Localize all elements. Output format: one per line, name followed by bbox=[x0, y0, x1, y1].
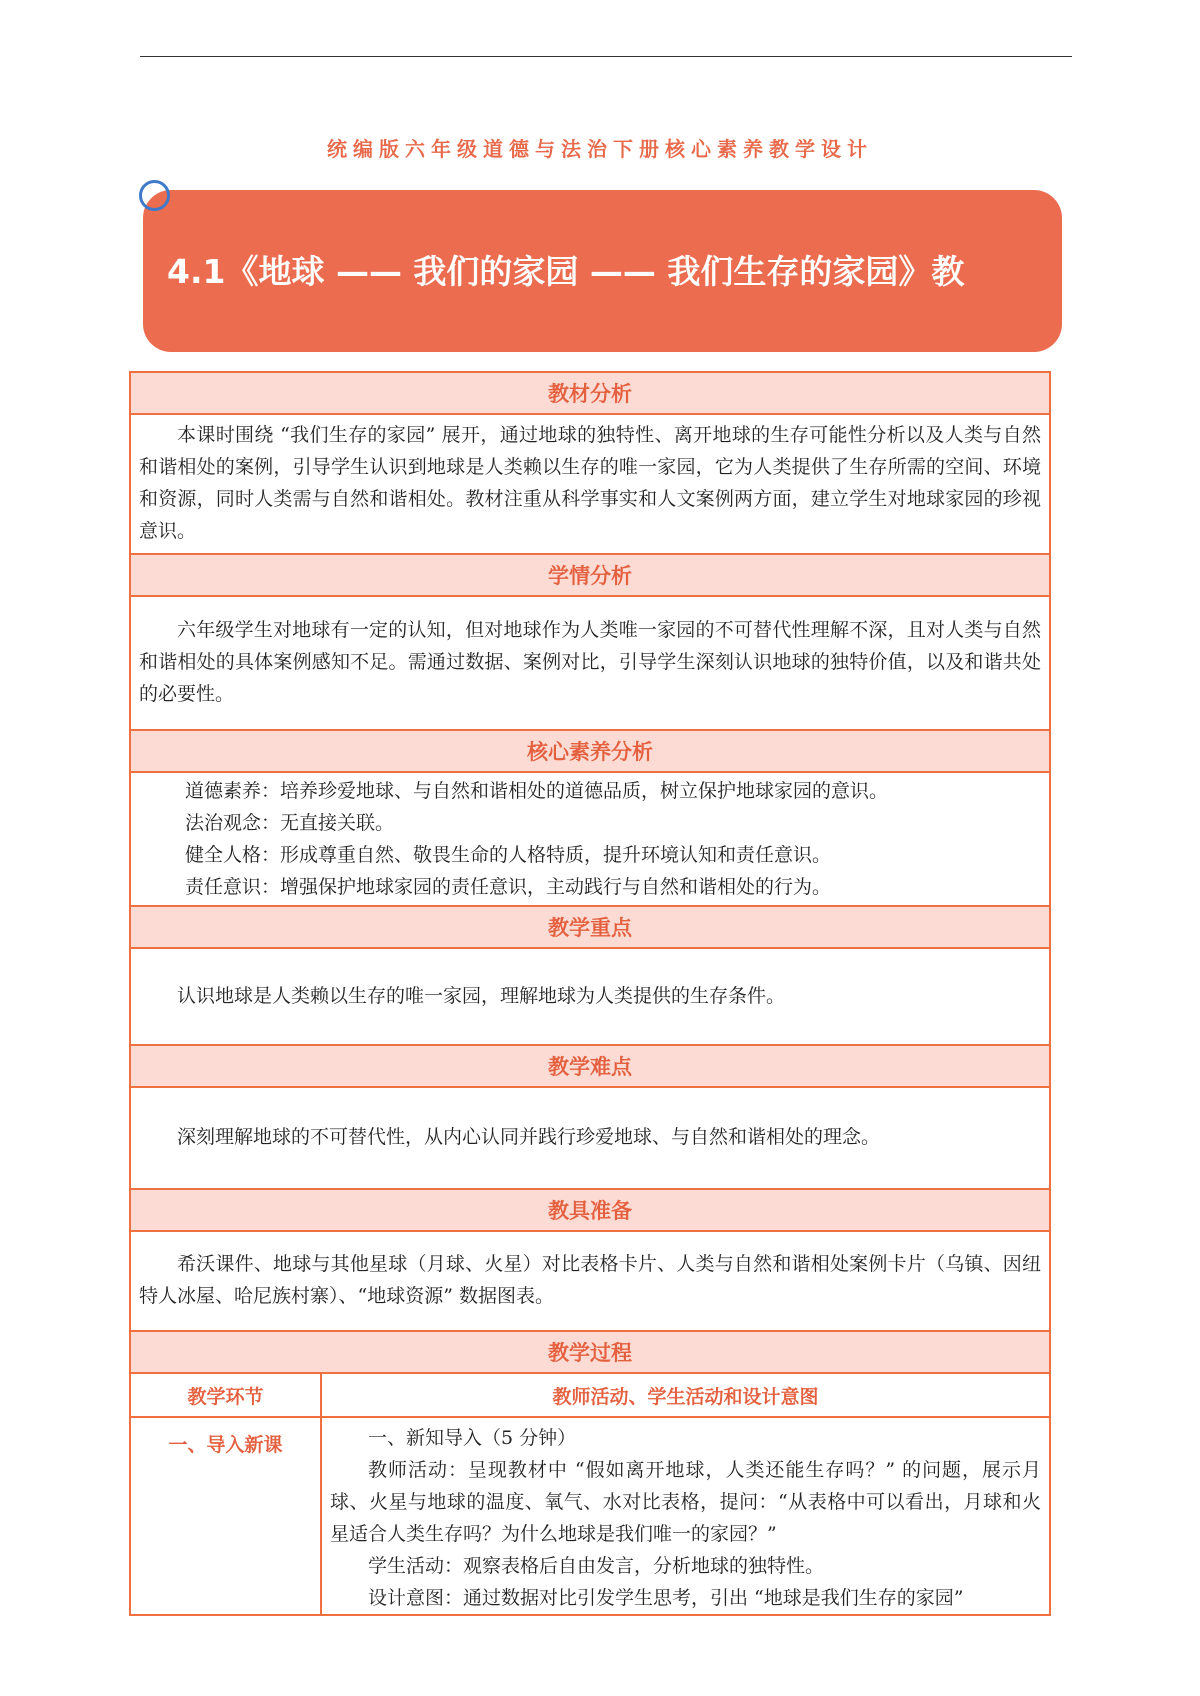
process-line: 教师活动：呈现教材中 “假如离开地球，人类还能生存吗？” 的问题，展示月球、火星与地球的温度、氧气、水对比表格，提问：“从表格中可以看出，月球和火星适合人类生存吗？为什么地球是我们唯一的家园？” bbox=[330, 1459, 1041, 1545]
process-stage-name: 一、导入新课 bbox=[130, 1417, 321, 1615]
lesson-plan-table bbox=[129, 371, 1051, 1616]
process-stage-content bbox=[321, 1417, 1050, 1615]
process-line: 学生活动：观察表格后自由发言，分析地球的独特性。 bbox=[368, 1555, 825, 1577]
table-row bbox=[130, 1417, 1050, 1615]
header-rule bbox=[140, 56, 1072, 57]
material-text: 本课时围绕 “我们生存的家园” 展开，通过地球的独特性、离开地球的生存可能性分析以及人类与自然和谐相处的案例，引导学生认识到地球是人类赖以生存的唯一家园，它为人类提供了生存所需的空间、环境和资源，同时人类需与自然和谐相处。教材注重从科学事实和人文案例两方面，建立学生对地球家园的珍视意识。 bbox=[139, 424, 1041, 542]
section-body-key-point bbox=[130, 948, 1050, 1045]
section-header-process: 教学过程 bbox=[130, 1331, 1050, 1373]
section-body-tools bbox=[130, 1231, 1050, 1331]
ring-decoration-icon bbox=[139, 180, 170, 211]
lesson-title: 4.1《地球 —— 我们的家园 —— 我们生存的家园》教 bbox=[167, 252, 965, 291]
literacy-item: 健全人格：形成尊重自然、敬畏生命的人格特质，提升环境认知和责任意识。 bbox=[185, 844, 832, 866]
process-line: 一、新知导入（5 分钟） bbox=[368, 1427, 577, 1449]
literacy-item: 责任意识：增强保护地球家园的责任意识，主动践行与自然和谐相处的行为。 bbox=[185, 876, 832, 898]
section-header-literacy: 核心素养分析 bbox=[130, 730, 1050, 772]
section-body-material bbox=[130, 414, 1050, 554]
section-body-difficulty bbox=[130, 1087, 1050, 1189]
section-header-key-point: 教学重点 bbox=[130, 906, 1050, 948]
tools-text: 希沃课件、地球与其他星球（月球、火星）对比表格卡片、人类与自然和谐相处案例卡片（乌镇、因纽特人冰屋、哈尼族村寨）、“地球资源” 数据图表。 bbox=[139, 1253, 1041, 1307]
literacy-item: 法治观念：无直接关联。 bbox=[185, 812, 395, 834]
section-header-material: 教材分析 bbox=[130, 372, 1050, 414]
section-header-students: 学情分析 bbox=[130, 554, 1050, 596]
process-line: 设计意图：通过数据对比引发学生思考，引出 “地球是我们生存的家园” bbox=[368, 1587, 964, 1609]
key-point-text: 认识地球是人类赖以生存的唯一家园，理解地球为人类提供的生存条件。 bbox=[177, 984, 786, 1007]
process-column-activities: 教师活动、学生活动和设计意图 bbox=[321, 1373, 1050, 1417]
document-subtitle: 统编版六年级道德与法治下册核心素养教学设计 bbox=[327, 137, 873, 161]
literacy-item: 道德素养：培养珍爱地球、与自然和谐相处的道德品质，树立保护地球家园的意识。 bbox=[185, 780, 889, 802]
difficulty-text: 深刻理解地球的不可替代性，从内心认同并践行珍爱地球、与自然和谐相处的理念。 bbox=[177, 1126, 881, 1148]
title-banner bbox=[143, 190, 1062, 352]
process-column-stage: 教学环节 bbox=[130, 1373, 321, 1417]
section-header-tools: 教具准备 bbox=[130, 1189, 1050, 1231]
section-body-students bbox=[130, 596, 1050, 730]
section-body-literacy bbox=[130, 772, 1050, 906]
students-text: 六年级学生对地球有一定的认知，但对地球作为人类唯一家园的不可替代性理解不深，且对人类与自然和谐相处的具体案例感知不足。需通过数据、案例对比，引导学生深刻认识地球的独特价值，以及和谐共处的必要性。 bbox=[139, 619, 1041, 705]
section-header-difficulty: 教学难点 bbox=[130, 1045, 1050, 1087]
